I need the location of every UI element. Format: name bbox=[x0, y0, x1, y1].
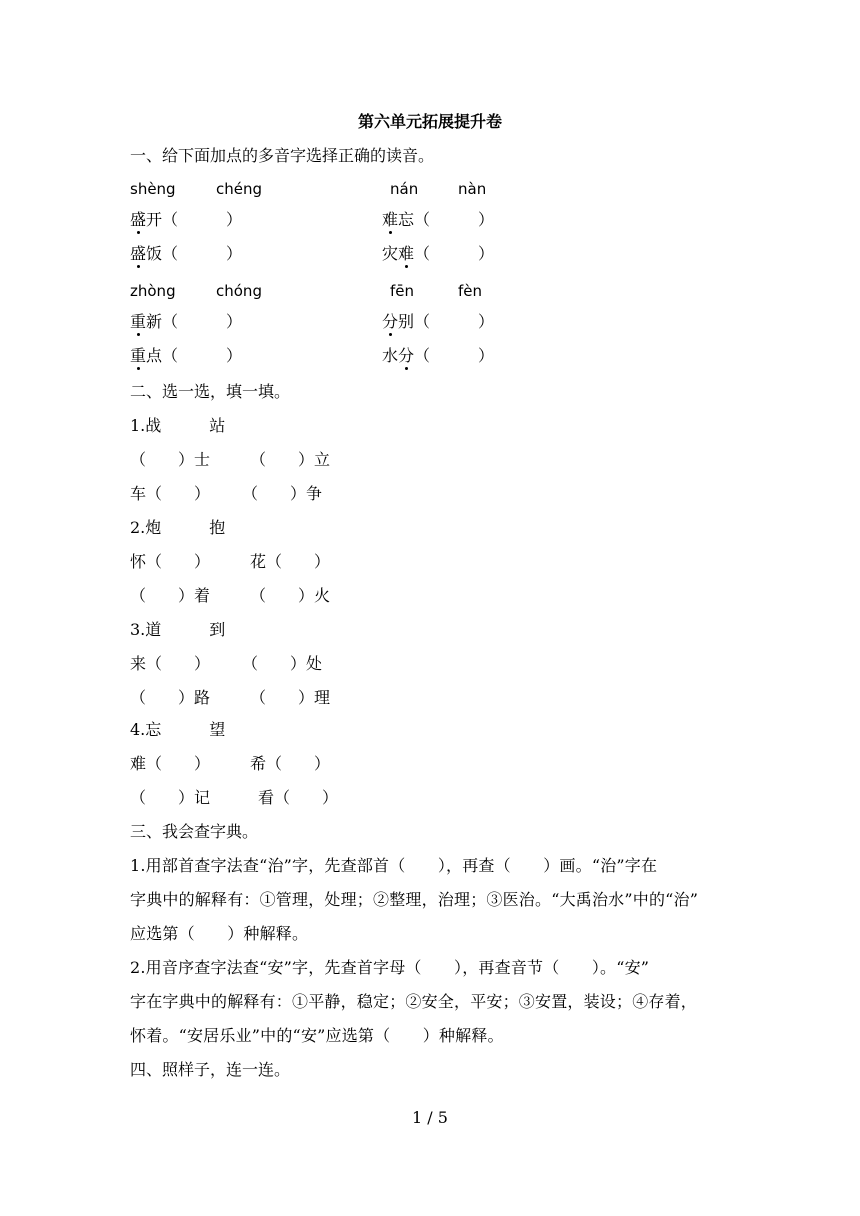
q2-line: （ ）着 （ ）火 bbox=[130, 586, 331, 605]
pinyin-sheng: shèng bbox=[130, 180, 176, 198]
pinyin-chong: chóng bbox=[216, 282, 262, 300]
section-4-heading: 四、照样子，连一连。 bbox=[130, 1060, 291, 1079]
word-shuifen: 水分（ ） bbox=[382, 346, 495, 365]
emphasis-dot bbox=[137, 265, 140, 268]
q2-line: 怀（ ） 花（ ） bbox=[130, 552, 331, 571]
q2-line: （ ）记 看（ ） bbox=[130, 788, 339, 807]
pinyin-zhong: zhòng bbox=[130, 282, 176, 300]
emphasis-dot bbox=[137, 367, 140, 370]
q2-line: 4.忘 望 bbox=[130, 720, 226, 739]
q3-p1-line: 应选第（ ）种解释。 bbox=[130, 924, 309, 943]
q3-p1-line: 字典中的解释有：①管理，处理；②整理，治理；③医治。“大禹治水”中的“治” bbox=[130, 890, 699, 909]
q3-paragraph-1 bbox=[130, 856, 730, 958]
section-1-heading: 一、给下面加点的多音字选择正确的读音。 bbox=[130, 146, 435, 165]
word-zainan: 灾难（ ） bbox=[382, 244, 495, 263]
page-title: 第六单元拓展提升卷 bbox=[357, 112, 502, 131]
emphasis-dot bbox=[137, 333, 140, 336]
pinyin-fen4: fèn bbox=[458, 282, 483, 300]
word-shengkai: 盛开（ ） bbox=[130, 210, 243, 229]
emphasis-dot bbox=[405, 265, 408, 268]
word-chengfan: 盛饭（ ） bbox=[130, 244, 243, 263]
pinyin-fen1: fēn bbox=[390, 282, 415, 300]
word-nanwang: 难忘（ ） bbox=[382, 210, 495, 229]
q2-line: 1.战 站 bbox=[130, 416, 226, 435]
pinyin-cheng: chéng bbox=[216, 180, 263, 198]
q3-p2-line: 2.用音序查字法查“安”字，先查首字母（ ），再查音节（ ）。“安” bbox=[130, 958, 650, 977]
q3-p1-line: 1.用部首查字法查“治”字，先查部首（ ），再查（ ）画。“治”字在 bbox=[130, 856, 658, 875]
q2-line: 2.炮 抱 bbox=[130, 518, 226, 537]
word-zhongdian: 重点（ ） bbox=[130, 346, 243, 365]
section-3-heading: 三、我会查字典。 bbox=[130, 822, 259, 841]
q3-p2-line: 怀着。“安居乐业”中的“安”应选第（ ）种解释。 bbox=[130, 1026, 504, 1045]
q3-p2-line: 字在字典中的解释有：①平静，稳定；②安全，平安；③安置，装设；④存着， bbox=[130, 992, 698, 1011]
word-chongxin: 重新（ ） bbox=[130, 312, 243, 331]
q2-line: 3.道 到 bbox=[130, 620, 226, 639]
word-fenbie: 分别（ ） bbox=[382, 312, 495, 331]
q3-paragraph-2 bbox=[130, 958, 730, 1060]
emphasis-dot bbox=[405, 367, 408, 370]
q2-line: 难（ ） 希（ ） bbox=[130, 754, 331, 773]
q2-line: （ ）路 （ ）理 bbox=[130, 688, 331, 707]
emphasis-dot bbox=[389, 231, 392, 234]
section-2-heading: 二、选一选，填一填。 bbox=[130, 382, 291, 401]
pinyin-nan2: nán bbox=[390, 180, 419, 198]
emphasis-dot bbox=[389, 333, 392, 336]
q2-line: （ ）士 （ ）立 bbox=[130, 450, 331, 469]
pinyin-nan4: nàn bbox=[458, 180, 487, 198]
q2-line: 车（ ） （ ）争 bbox=[130, 484, 323, 503]
page-number: 1 / 5 bbox=[412, 1108, 448, 1127]
q2-line: 来（ ） （ ）处 bbox=[130, 654, 323, 673]
emphasis-dot bbox=[137, 231, 140, 234]
